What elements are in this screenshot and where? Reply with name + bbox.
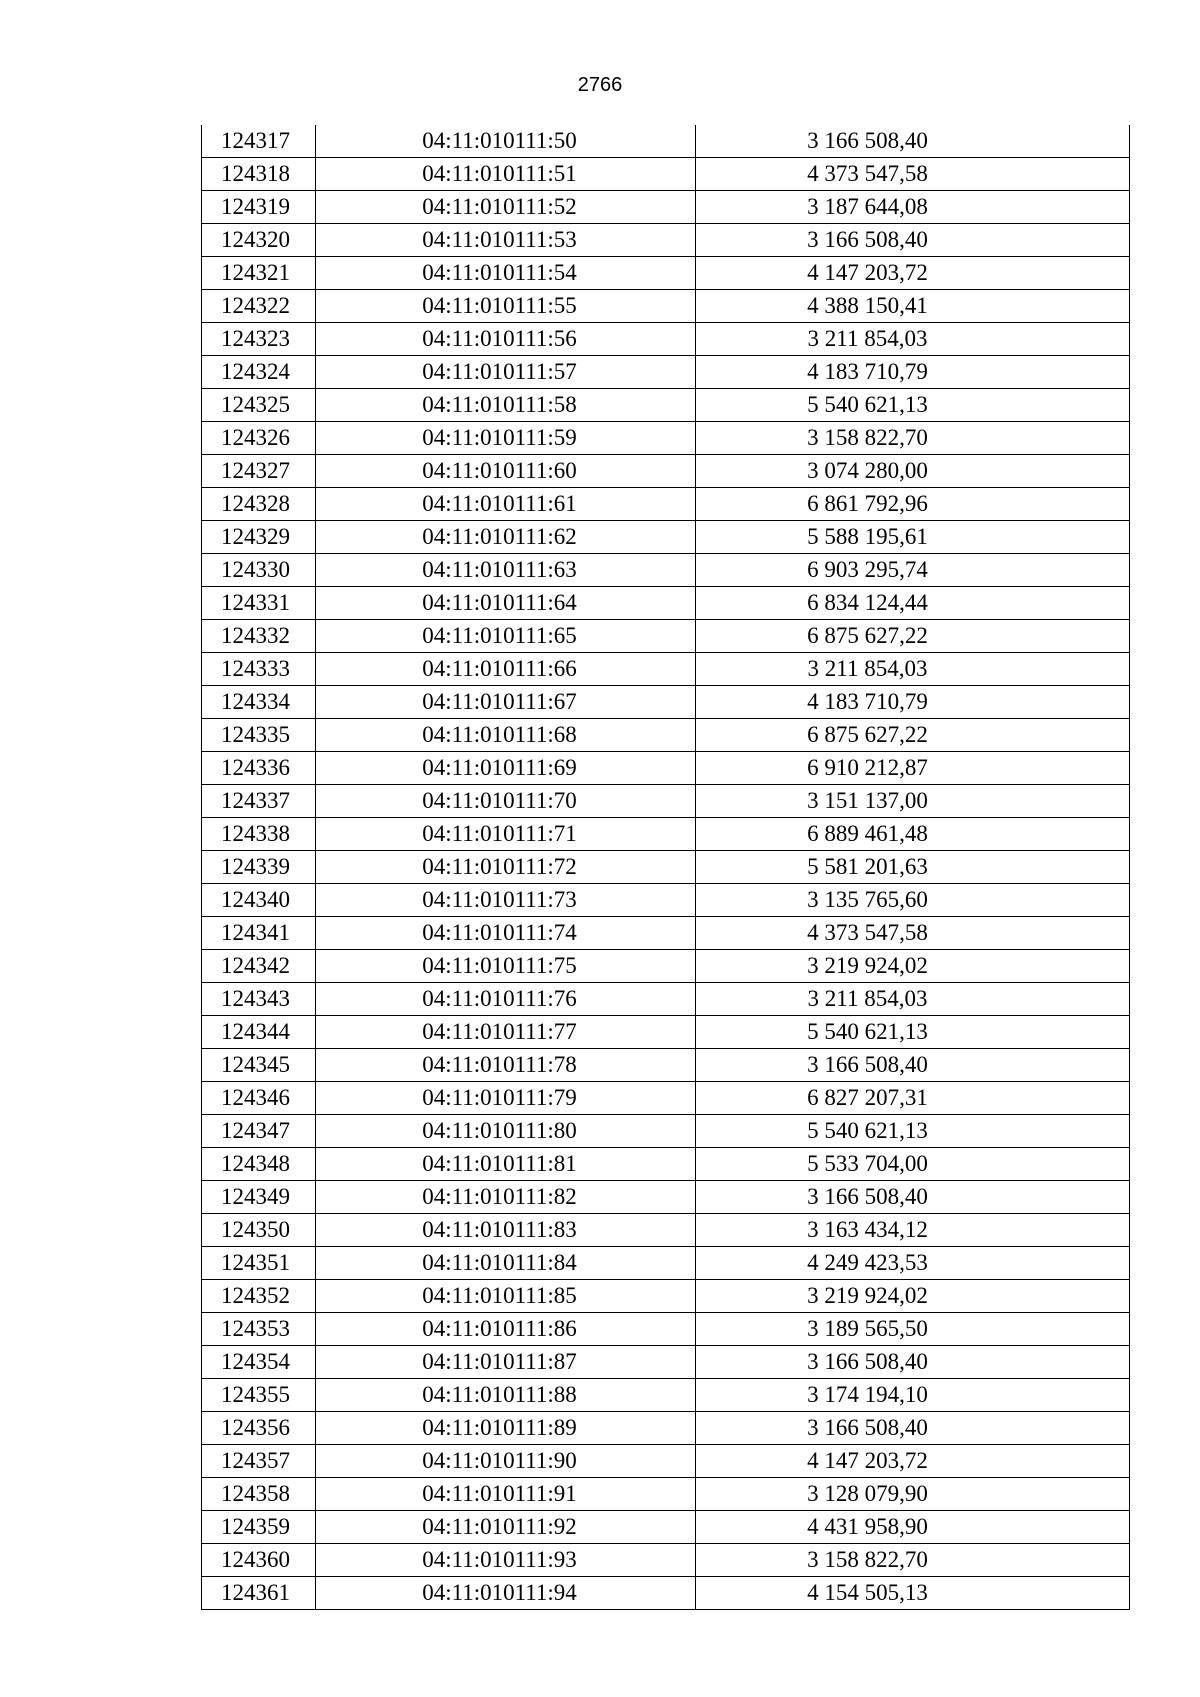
cadastral-value-cell: 4 431 958,90 — [696, 1511, 1130, 1544]
row-number-cell: 124358 — [202, 1478, 316, 1511]
cadastral-number-cell: 04:11:010111:68 — [316, 719, 696, 752]
row-number-cell: 124346 — [202, 1082, 316, 1115]
cadastral-value-cell: 6 875 627,22 — [696, 719, 1130, 752]
cadastral-value-cell: 3 163 434,12 — [696, 1214, 1130, 1247]
cadastral-number-cell: 04:11:010111:85 — [316, 1280, 696, 1313]
cadastral-value-cell: 6 861 792,96 — [696, 488, 1130, 521]
cadastral-value-cell: 4 147 203,72 — [696, 257, 1130, 290]
cadastral-number-cell: 04:11:010111:53 — [316, 224, 696, 257]
cadastral-number-cell: 04:11:010111:77 — [316, 1016, 696, 1049]
table-row — [202, 950, 1130, 983]
cadastral-number-cell: 04:11:010111:54 — [316, 257, 696, 290]
cadastral-value-cell: 3 151 137,00 — [696, 785, 1130, 818]
cadastral-number-cell: 04:11:010111:66 — [316, 653, 696, 686]
table-row — [202, 818, 1130, 851]
row-number-cell: 124332 — [202, 620, 316, 653]
table-row — [202, 1511, 1130, 1544]
row-number-cell: 124324 — [202, 356, 316, 389]
cadastral-number-cell: 04:11:010111:74 — [316, 917, 696, 950]
cadastral-number-cell: 04:11:010111:69 — [316, 752, 696, 785]
row-number-cell: 124359 — [202, 1511, 316, 1544]
row-number-cell: 124319 — [202, 191, 316, 224]
table-row — [202, 554, 1130, 587]
cadastral-value-cell: 3 211 854,03 — [696, 983, 1130, 1016]
cadastral-value-cell: 3 158 822,70 — [696, 1544, 1130, 1577]
table-row — [202, 587, 1130, 620]
row-number-cell: 124361 — [202, 1577, 316, 1610]
cadastral-value-cell: 5 588 195,61 — [696, 521, 1130, 554]
table-row — [202, 422, 1130, 455]
cadastral-value-cell: 3 219 924,02 — [696, 1280, 1130, 1313]
table-row — [202, 158, 1130, 191]
cadastral-value-cell: 3 074 280,00 — [696, 455, 1130, 488]
row-number-cell: 124333 — [202, 653, 316, 686]
cadastral-number-cell: 04:11:010111:51 — [316, 158, 696, 191]
page-number: 2766 — [577, 74, 623, 96]
cadastral-value-cell: 6 875 627,22 — [696, 620, 1130, 653]
cadastral-number-cell: 04:11:010111:80 — [316, 1115, 696, 1148]
cadastral-number-cell: 04:11:010111:81 — [316, 1148, 696, 1181]
table-row — [202, 653, 1130, 686]
cadastral-value-cell: 3 187 644,08 — [696, 191, 1130, 224]
cadastral-value-cell: 3 219 924,02 — [696, 950, 1130, 983]
cadastral-number-cell: 04:11:010111:73 — [316, 884, 696, 917]
row-number-cell: 124321 — [202, 257, 316, 290]
row-number-cell: 124318 — [202, 158, 316, 191]
table-row — [202, 290, 1130, 323]
table-row — [202, 1445, 1130, 1478]
table-row — [202, 917, 1130, 950]
cadastral-number-cell: 04:11:010111:55 — [316, 290, 696, 323]
table-row — [202, 389, 1130, 422]
table-row — [202, 1082, 1130, 1115]
cadastral-value-cell: 3 166 508,40 — [696, 224, 1130, 257]
row-number-cell: 124347 — [202, 1115, 316, 1148]
cadastral-value-cell: 3 166 508,40 — [696, 1346, 1130, 1379]
cadastral-number-cell: 04:11:010111:50 — [316, 125, 696, 158]
table-row — [202, 125, 1130, 158]
table-row — [202, 1247, 1130, 1280]
table-row — [202, 1478, 1130, 1511]
cadastral-number-cell: 04:11:010111:78 — [316, 1049, 696, 1082]
cadastral-number-cell: 04:11:010111:91 — [316, 1478, 696, 1511]
cadastral-value-cell: 4 183 710,79 — [696, 356, 1130, 389]
cadastral-value-cell: 4 388 150,41 — [696, 290, 1130, 323]
cadastral-number-cell: 04:11:010111:93 — [316, 1544, 696, 1577]
cadastral-value-cell: 5 533 704,00 — [696, 1148, 1130, 1181]
row-number-cell: 124327 — [202, 455, 316, 488]
cadastral-number-cell: 04:11:010111:52 — [316, 191, 696, 224]
row-number-cell: 124320 — [202, 224, 316, 257]
table-row — [202, 1115, 1130, 1148]
cadastral-number-cell: 04:11:010111:59 — [316, 422, 696, 455]
table-row — [202, 1313, 1130, 1346]
cadastral-number-cell: 04:11:010111:84 — [316, 1247, 696, 1280]
cadastral-value-cell: 3 166 508,40 — [696, 1181, 1130, 1214]
row-number-cell: 124323 — [202, 323, 316, 356]
cadastral-number-cell: 04:11:010111:72 — [316, 851, 696, 884]
cadastral-number-cell: 04:11:010111:88 — [316, 1379, 696, 1412]
table-row — [202, 1214, 1130, 1247]
table-row — [202, 191, 1130, 224]
row-number-cell: 124329 — [202, 521, 316, 554]
table-row — [202, 1577, 1130, 1610]
row-number-cell: 124350 — [202, 1214, 316, 1247]
cadastral-value-cell: 4 183 710,79 — [696, 686, 1130, 719]
cadastral-number-cell: 04:11:010111:89 — [316, 1412, 696, 1445]
cadastral-number-cell: 04:11:010111:71 — [316, 818, 696, 851]
cadastral-number-cell: 04:11:010111:87 — [316, 1346, 696, 1379]
cadastral-value-cell: 4 249 423,53 — [696, 1247, 1130, 1280]
table-row — [202, 719, 1130, 752]
cadastral-number-cell: 04:11:010111:67 — [316, 686, 696, 719]
row-number-cell: 124349 — [202, 1181, 316, 1214]
cadastral-number-cell: 04:11:010111:60 — [316, 455, 696, 488]
table-row — [202, 224, 1130, 257]
row-number-cell: 124330 — [202, 554, 316, 587]
cadastral-value-cell: 6 834 124,44 — [696, 587, 1130, 620]
row-number-cell: 124328 — [202, 488, 316, 521]
row-number-cell: 124354 — [202, 1346, 316, 1379]
cadastral-number-cell: 04:11:010111:90 — [316, 1445, 696, 1478]
cadastral-number-cell: 04:11:010111:76 — [316, 983, 696, 1016]
cadastral-value-cell: 4 373 547,58 — [696, 158, 1130, 191]
row-number-cell: 124326 — [202, 422, 316, 455]
cadastral-number-cell: 04:11:010111:62 — [316, 521, 696, 554]
table-row — [202, 521, 1130, 554]
data-table — [201, 125, 1130, 1610]
cadastral-number-cell: 04:11:010111:63 — [316, 554, 696, 587]
cadastral-value-cell: 3 128 079,90 — [696, 1478, 1130, 1511]
cadastral-value-cell: 3 211 854,03 — [696, 653, 1130, 686]
cadastral-number-cell: 04:11:010111:70 — [316, 785, 696, 818]
data-table-container — [201, 125, 1129, 1610]
table-row — [202, 1049, 1130, 1082]
row-number-cell: 124339 — [202, 851, 316, 884]
cadastral-value-cell: 3 166 508,40 — [696, 1049, 1130, 1082]
cadastral-value-cell: 5 540 621,13 — [696, 1016, 1130, 1049]
cadastral-number-cell: 04:11:010111:82 — [316, 1181, 696, 1214]
cadastral-value-cell: 5 581 201,63 — [696, 851, 1130, 884]
cadastral-value-cell: 6 910 212,87 — [696, 752, 1130, 785]
row-number-cell: 124325 — [202, 389, 316, 422]
row-number-cell: 124357 — [202, 1445, 316, 1478]
cadastral-number-cell: 04:11:010111:65 — [316, 620, 696, 653]
table-row — [202, 620, 1130, 653]
cadastral-value-cell: 3 166 508,40 — [696, 125, 1130, 158]
cadastral-value-cell: 3 189 565,50 — [696, 1313, 1130, 1346]
row-number-cell: 124341 — [202, 917, 316, 950]
row-number-cell: 124343 — [202, 983, 316, 1016]
row-number-cell: 124351 — [202, 1247, 316, 1280]
cadastral-value-cell: 4 373 547,58 — [696, 917, 1130, 950]
cadastral-number-cell: 04:11:010111:61 — [316, 488, 696, 521]
row-number-cell: 124335 — [202, 719, 316, 752]
cadastral-value-cell: 3 166 508,40 — [696, 1412, 1130, 1445]
table-row — [202, 1544, 1130, 1577]
table-row — [202, 1181, 1130, 1214]
cadastral-number-cell: 04:11:010111:64 — [316, 587, 696, 620]
cadastral-value-cell: 4 147 203,72 — [696, 1445, 1130, 1478]
table-row — [202, 1346, 1130, 1379]
table-row — [202, 1016, 1130, 1049]
cadastral-value-cell: 6 903 295,74 — [696, 554, 1130, 587]
row-number-cell: 124322 — [202, 290, 316, 323]
cadastral-value-cell: 3 174 194,10 — [696, 1379, 1130, 1412]
cadastral-value-cell: 4 154 505,13 — [696, 1577, 1130, 1610]
table-row — [202, 983, 1130, 1016]
row-number-cell: 124352 — [202, 1280, 316, 1313]
row-number-cell: 124360 — [202, 1544, 316, 1577]
row-number-cell: 124353 — [202, 1313, 316, 1346]
cadastral-number-cell: 04:11:010111:94 — [316, 1577, 696, 1610]
row-number-cell: 124342 — [202, 950, 316, 983]
cadastral-number-cell: 04:11:010111:79 — [316, 1082, 696, 1115]
cadastral-number-cell: 04:11:010111:75 — [316, 950, 696, 983]
row-number-cell: 124340 — [202, 884, 316, 917]
row-number-cell: 124355 — [202, 1379, 316, 1412]
row-number-cell: 124336 — [202, 752, 316, 785]
cadastral-number-cell: 04:11:010111:57 — [316, 356, 696, 389]
table-body — [202, 125, 1130, 1610]
cadastral-value-cell: 3 135 765,60 — [696, 884, 1130, 917]
row-number-cell: 124348 — [202, 1148, 316, 1181]
table-row — [202, 884, 1130, 917]
table-row — [202, 257, 1130, 290]
cadastral-value-cell: 6 889 461,48 — [696, 818, 1130, 851]
table-row — [202, 455, 1130, 488]
table-row — [202, 851, 1130, 884]
cadastral-value-cell: 3 158 822,70 — [696, 422, 1130, 455]
row-number-cell: 124345 — [202, 1049, 316, 1082]
table-row — [202, 323, 1130, 356]
table-row — [202, 1379, 1130, 1412]
row-number-cell: 124331 — [202, 587, 316, 620]
cadastral-number-cell: 04:11:010111:83 — [316, 1214, 696, 1247]
table-row — [202, 686, 1130, 719]
table-row — [202, 356, 1130, 389]
table-row — [202, 1148, 1130, 1181]
cadastral-value-cell: 6 827 207,31 — [696, 1082, 1130, 1115]
table-row — [202, 785, 1130, 818]
row-number-cell: 124334 — [202, 686, 316, 719]
cadastral-number-cell: 04:11:010111:86 — [316, 1313, 696, 1346]
table-row — [202, 1412, 1130, 1445]
table-row — [202, 752, 1130, 785]
row-number-cell: 124356 — [202, 1412, 316, 1445]
table-row — [202, 1280, 1130, 1313]
cadastral-number-cell: 04:11:010111:92 — [316, 1511, 696, 1544]
row-number-cell: 124338 — [202, 818, 316, 851]
cadastral-value-cell: 5 540 621,13 — [696, 1115, 1130, 1148]
row-number-cell: 124337 — [202, 785, 316, 818]
cadastral-value-cell: 3 211 854,03 — [696, 323, 1130, 356]
row-number-cell: 124344 — [202, 1016, 316, 1049]
cadastral-value-cell: 5 540 621,13 — [696, 389, 1130, 422]
table-row — [202, 488, 1130, 521]
row-number-cell: 124317 — [202, 125, 316, 158]
cadastral-number-cell: 04:11:010111:56 — [316, 323, 696, 356]
cadastral-number-cell: 04:11:010111:58 — [316, 389, 696, 422]
